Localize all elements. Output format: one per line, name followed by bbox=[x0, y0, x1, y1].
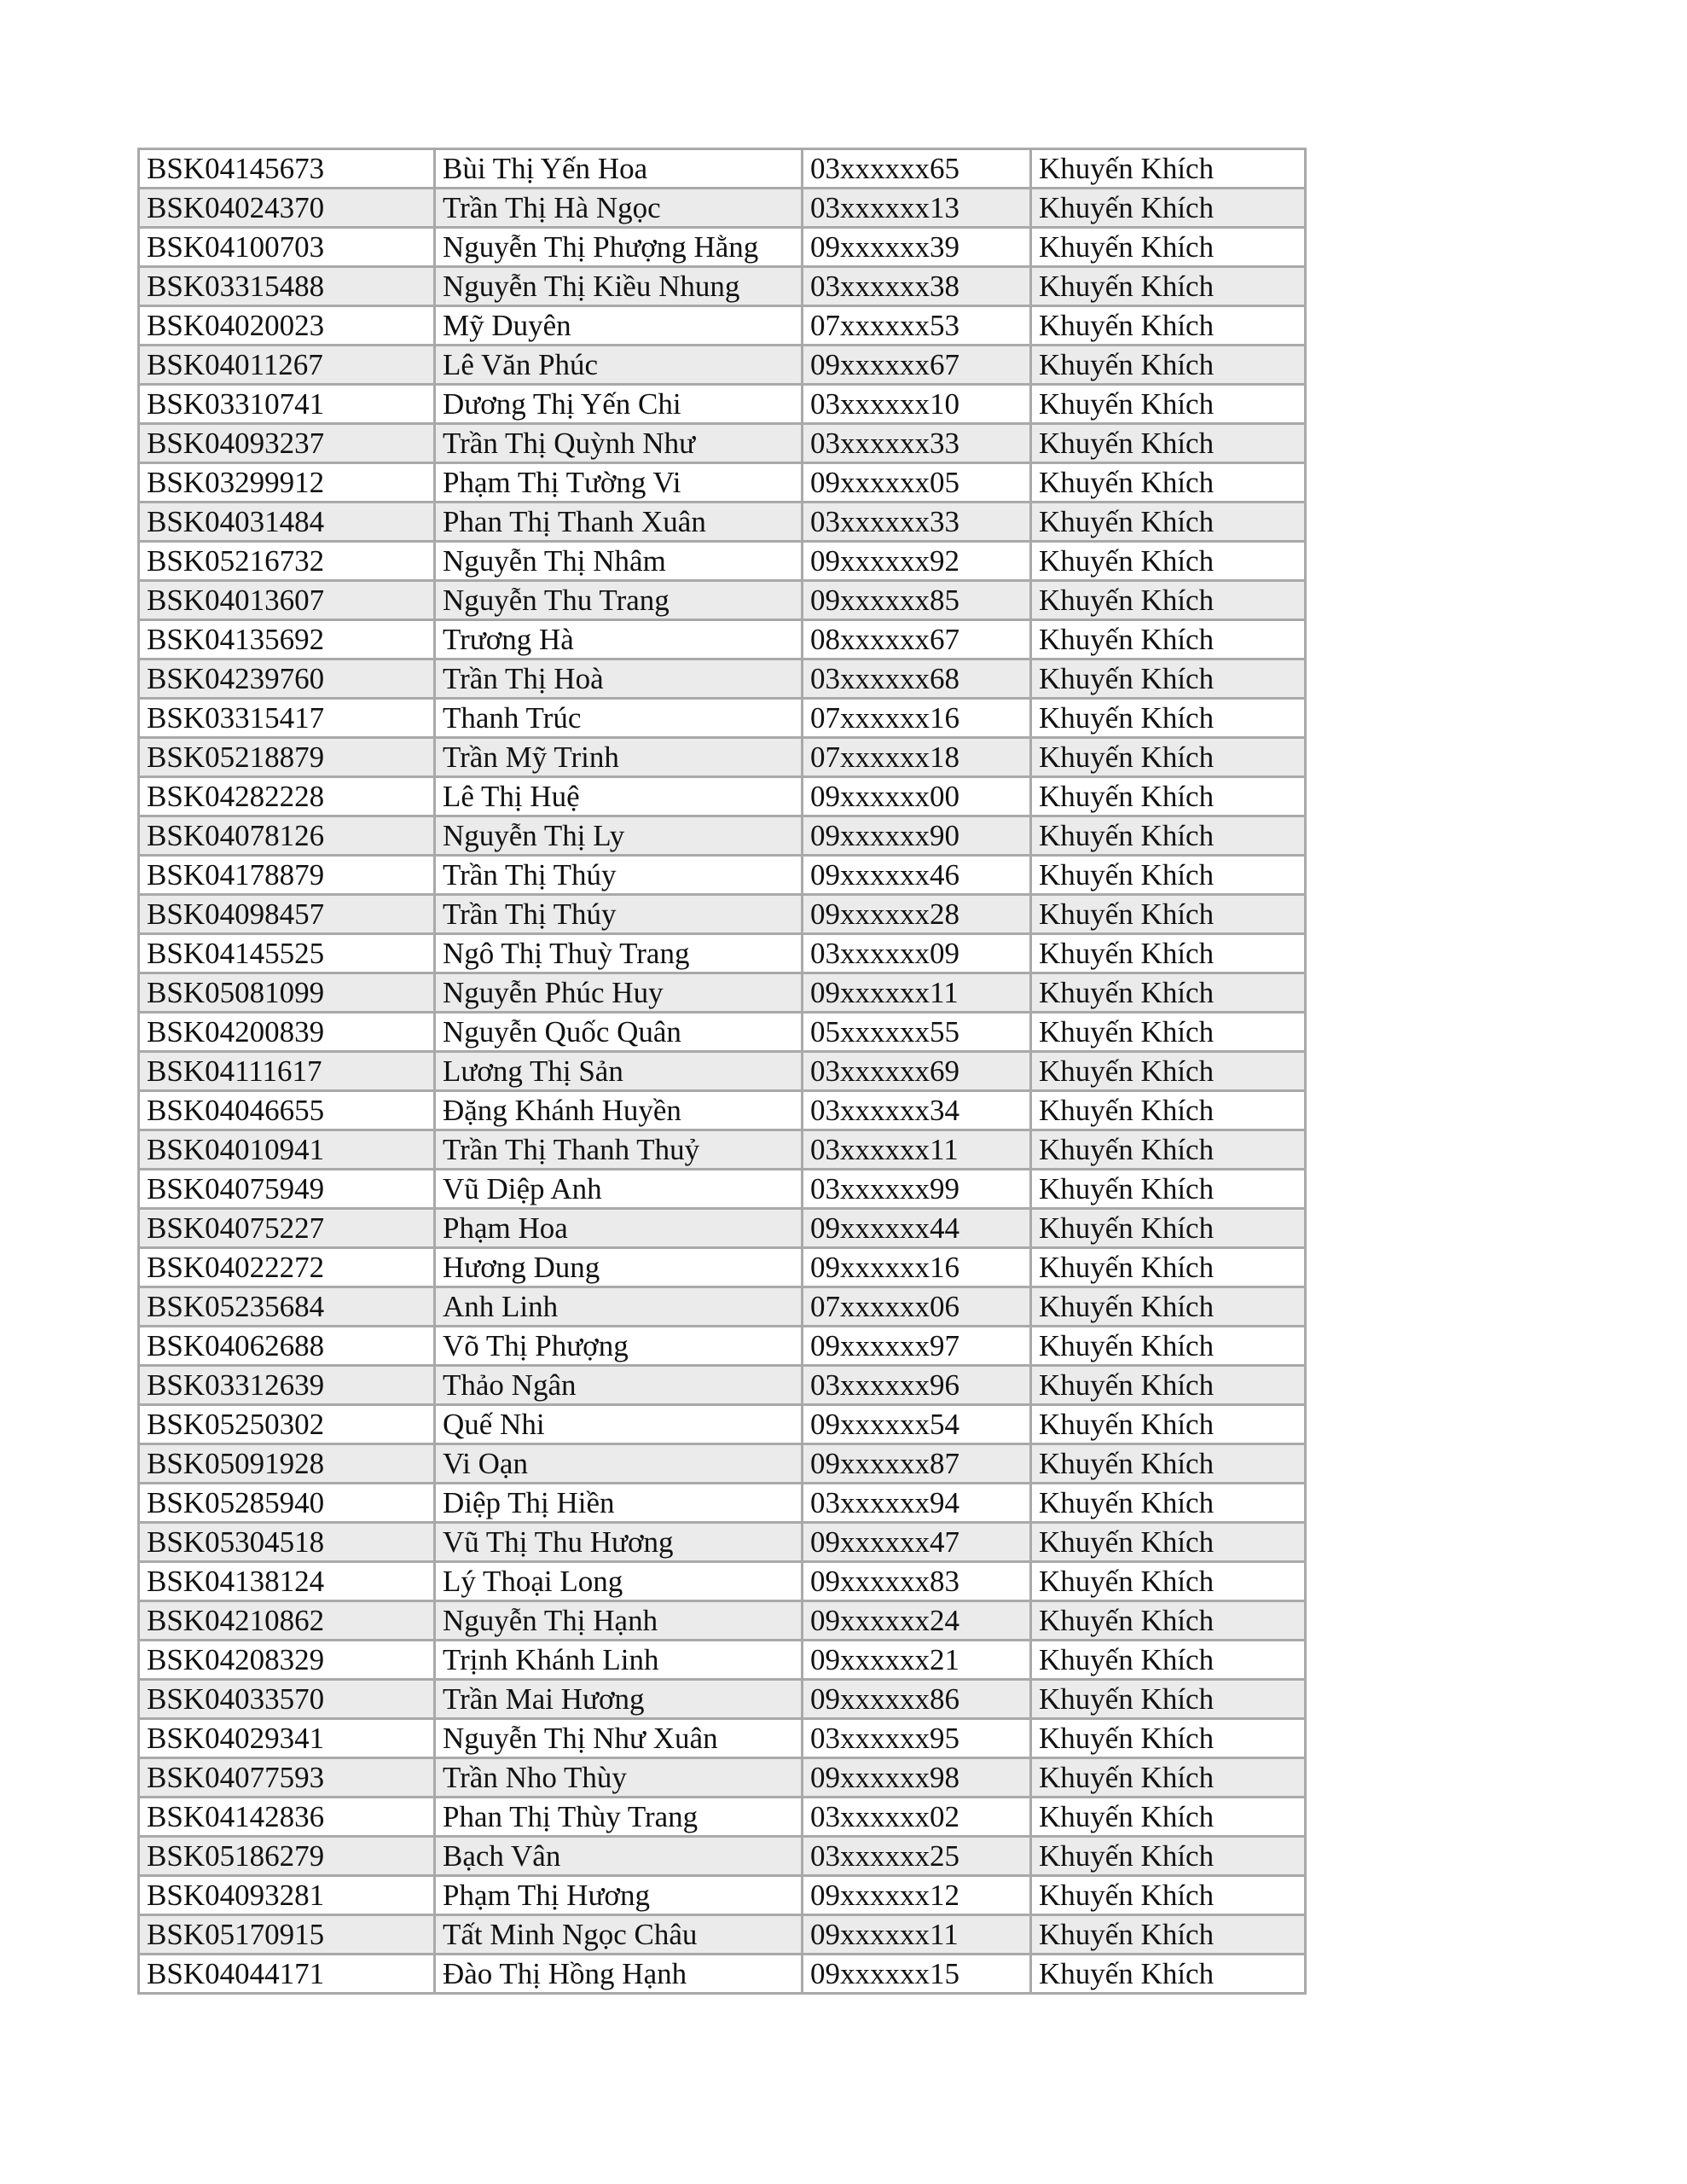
prize-cell: Khuyến Khích bbox=[1031, 1366, 1306, 1405]
name-cell: Bạch Vân bbox=[435, 1837, 803, 1876]
phone-cell: 07xxxxxx18 bbox=[803, 738, 1031, 777]
phone-cell: 03xxxxxx33 bbox=[803, 502, 1031, 542]
prize-cell: Khuyến Khích bbox=[1031, 346, 1306, 385]
prize-cell: Khuyến Khích bbox=[1031, 973, 1306, 1013]
code-cell: BSK04044171 bbox=[139, 1955, 435, 1994]
prize-cell: Khuyến Khích bbox=[1031, 1287, 1306, 1327]
phone-cell: 09xxxxxx00 bbox=[803, 777, 1031, 816]
name-cell: Lý Thoại Long bbox=[435, 1562, 803, 1601]
phone-cell: 09xxxxxx87 bbox=[803, 1444, 1031, 1484]
name-cell: Hương Dung bbox=[435, 1248, 803, 1287]
name-cell: Dương Thị Yến Chi bbox=[435, 385, 803, 424]
prize-cell: Khuyến Khích bbox=[1031, 659, 1306, 699]
prize-cell: Khuyến Khích bbox=[1031, 1641, 1306, 1680]
name-cell: Trần Thị Thanh Thuỷ bbox=[435, 1130, 803, 1170]
name-cell: Thanh Trúc bbox=[435, 699, 803, 738]
phone-cell: 09xxxxxx67 bbox=[803, 346, 1031, 385]
phone-cell: 03xxxxxx13 bbox=[803, 189, 1031, 228]
prize-cell: Khuyến Khích bbox=[1031, 1719, 1306, 1758]
prize-cell: Khuyến Khích bbox=[1031, 424, 1306, 463]
name-cell: Nguyễn Thu Trang bbox=[435, 581, 803, 620]
table-row bbox=[139, 267, 1306, 306]
prize-cell: Khuyến Khích bbox=[1031, 1130, 1306, 1170]
table-row bbox=[139, 1405, 1306, 1444]
code-cell: BSK04093281 bbox=[139, 1876, 435, 1915]
phone-cell: 08xxxxxx67 bbox=[803, 620, 1031, 659]
prize-cell: Khuyến Khích bbox=[1031, 1523, 1306, 1562]
phone-cell: 03xxxxxx33 bbox=[803, 424, 1031, 463]
table-row bbox=[139, 306, 1306, 346]
table-row bbox=[139, 1601, 1306, 1641]
prize-cell: Khuyến Khích bbox=[1031, 1484, 1306, 1523]
code-cell: BSK04208329 bbox=[139, 1641, 435, 1680]
code-cell: BSK04100703 bbox=[139, 228, 435, 267]
code-cell: BSK03315417 bbox=[139, 699, 435, 738]
table-row bbox=[139, 620, 1306, 659]
prize-cell: Khuyến Khích bbox=[1031, 1091, 1306, 1130]
name-cell: Nguyễn Phúc Huy bbox=[435, 973, 803, 1013]
name-cell: Vũ Diệp Anh bbox=[435, 1170, 803, 1209]
name-cell: Nguyễn Thị Như Xuân bbox=[435, 1719, 803, 1758]
prize-cell: Khuyến Khích bbox=[1031, 463, 1306, 502]
phone-cell: 09xxxxxx11 bbox=[803, 1915, 1031, 1955]
phone-cell: 09xxxxxx85 bbox=[803, 581, 1031, 620]
phone-cell: 09xxxxxx47 bbox=[803, 1523, 1031, 1562]
name-cell: Trần Nho Thùy bbox=[435, 1758, 803, 1798]
prize-cell: Khuyến Khích bbox=[1031, 1798, 1306, 1837]
name-cell: Nguyễn Thị Kiều Nhung bbox=[435, 267, 803, 306]
name-cell: Ngô Thị Thuỳ Trang bbox=[435, 934, 803, 973]
name-cell: Tất Minh Ngọc Châu bbox=[435, 1915, 803, 1955]
code-cell: BSK04075949 bbox=[139, 1170, 435, 1209]
name-cell: Trần Thị Thúy bbox=[435, 895, 803, 934]
phone-cell: 09xxxxxx54 bbox=[803, 1405, 1031, 1444]
code-cell: BSK04031484 bbox=[139, 502, 435, 542]
code-cell: BSK03315488 bbox=[139, 267, 435, 306]
prize-cell: Khuyến Khích bbox=[1031, 738, 1306, 777]
phone-cell: 09xxxxxx83 bbox=[803, 1562, 1031, 1601]
table-row bbox=[139, 1366, 1306, 1405]
name-cell: Lương Thị Sản bbox=[435, 1052, 803, 1091]
code-cell: BSK05250302 bbox=[139, 1405, 435, 1444]
code-cell: BSK04210862 bbox=[139, 1601, 435, 1641]
name-cell: Trần Thị Hà Ngọc bbox=[435, 189, 803, 228]
prize-cell: Khuyến Khích bbox=[1031, 385, 1306, 424]
table-row bbox=[139, 1758, 1306, 1798]
code-cell: BSK05304518 bbox=[139, 1523, 435, 1562]
prize-cell: Khuyến Khích bbox=[1031, 267, 1306, 306]
table-row bbox=[139, 934, 1306, 973]
code-cell: BSK04098457 bbox=[139, 895, 435, 934]
phone-cell: 09xxxxxx15 bbox=[803, 1955, 1031, 1994]
code-cell: BSK04178879 bbox=[139, 856, 435, 895]
phone-cell: 09xxxxxx92 bbox=[803, 542, 1031, 581]
table-row bbox=[139, 1327, 1306, 1366]
table-row bbox=[139, 1915, 1306, 1955]
name-cell: Phạm Thị Tường Vi bbox=[435, 463, 803, 502]
table-row bbox=[139, 738, 1306, 777]
code-cell: BSK04282228 bbox=[139, 777, 435, 816]
code-cell: BSK03299912 bbox=[139, 463, 435, 502]
table-row bbox=[139, 1562, 1306, 1601]
phone-cell: 09xxxxxx16 bbox=[803, 1248, 1031, 1287]
table-row bbox=[139, 502, 1306, 542]
prize-cell: Khuyến Khích bbox=[1031, 502, 1306, 542]
winners-table bbox=[137, 148, 1307, 1995]
prize-cell: Khuyến Khích bbox=[1031, 620, 1306, 659]
prize-cell: Khuyến Khích bbox=[1031, 1758, 1306, 1798]
code-cell: BSK04013607 bbox=[139, 581, 435, 620]
code-cell: BSK04135692 bbox=[139, 620, 435, 659]
phone-cell: 03xxxxxx34 bbox=[803, 1091, 1031, 1130]
prize-cell: Khuyến Khích bbox=[1031, 856, 1306, 895]
code-cell: BSK04024370 bbox=[139, 189, 435, 228]
prize-cell: Khuyến Khích bbox=[1031, 816, 1306, 856]
name-cell: Quế Nhi bbox=[435, 1405, 803, 1444]
table-row bbox=[139, 463, 1306, 502]
code-cell: BSK03310741 bbox=[139, 385, 435, 424]
phone-cell: 07xxxxxx06 bbox=[803, 1287, 1031, 1327]
prize-cell: Khuyến Khích bbox=[1031, 189, 1306, 228]
phone-cell: 09xxxxxx44 bbox=[803, 1209, 1031, 1248]
table-row bbox=[139, 699, 1306, 738]
code-cell: BSK04077593 bbox=[139, 1758, 435, 1798]
prize-cell: Khuyến Khích bbox=[1031, 1915, 1306, 1955]
table-row bbox=[139, 581, 1306, 620]
prize-cell: Khuyến Khích bbox=[1031, 699, 1306, 738]
phone-cell: 09xxxxxx11 bbox=[803, 973, 1031, 1013]
code-cell: BSK03312639 bbox=[139, 1366, 435, 1405]
table-row bbox=[139, 1641, 1306, 1680]
prize-cell: Khuyến Khích bbox=[1031, 777, 1306, 816]
table-row bbox=[139, 1287, 1306, 1327]
name-cell: Vi Oạn bbox=[435, 1444, 803, 1484]
code-cell: BSK04111617 bbox=[139, 1052, 435, 1091]
phone-cell: 03xxxxxx65 bbox=[803, 149, 1031, 189]
prize-cell: Khuyến Khích bbox=[1031, 1248, 1306, 1287]
prize-cell: Khuyến Khích bbox=[1031, 1876, 1306, 1915]
table-row bbox=[139, 1091, 1306, 1130]
name-cell: Phạm Hoa bbox=[435, 1209, 803, 1248]
name-cell: Trần Thị Quỳnh Như bbox=[435, 424, 803, 463]
phone-cell: 03xxxxxx95 bbox=[803, 1719, 1031, 1758]
table-body bbox=[139, 149, 1306, 1994]
phone-cell: 09xxxxxx97 bbox=[803, 1327, 1031, 1366]
name-cell: Nguyễn Thị Phượng Hằng bbox=[435, 228, 803, 267]
prize-cell: Khuyến Khích bbox=[1031, 149, 1306, 189]
prize-cell: Khuyến Khích bbox=[1031, 934, 1306, 973]
code-cell: BSK05235684 bbox=[139, 1287, 435, 1327]
table-row bbox=[139, 1052, 1306, 1091]
prize-cell: Khuyến Khích bbox=[1031, 1013, 1306, 1052]
table-row bbox=[139, 385, 1306, 424]
name-cell: Phan Thị Thùy Trang bbox=[435, 1798, 803, 1837]
phone-cell: 09xxxxxx98 bbox=[803, 1758, 1031, 1798]
code-cell: BSK04093237 bbox=[139, 424, 435, 463]
code-cell: BSK04062688 bbox=[139, 1327, 435, 1366]
name-cell: Diệp Thị Hiền bbox=[435, 1484, 803, 1523]
table-row bbox=[139, 659, 1306, 699]
phone-cell: 03xxxxxx94 bbox=[803, 1484, 1031, 1523]
name-cell: Thảo Ngân bbox=[435, 1366, 803, 1405]
prize-cell: Khuyến Khích bbox=[1031, 581, 1306, 620]
code-cell: BSK04029341 bbox=[139, 1719, 435, 1758]
table-row bbox=[139, 1130, 1306, 1170]
name-cell: Trịnh Khánh Linh bbox=[435, 1641, 803, 1680]
table-row bbox=[139, 1013, 1306, 1052]
table-row bbox=[139, 1719, 1306, 1758]
name-cell: Nguyễn Thị Ly bbox=[435, 816, 803, 856]
phone-cell: 03xxxxxx38 bbox=[803, 267, 1031, 306]
table-row bbox=[139, 1209, 1306, 1248]
prize-cell: Khuyến Khích bbox=[1031, 1680, 1306, 1719]
name-cell: Nguyễn Quốc Quân bbox=[435, 1013, 803, 1052]
phone-cell: 03xxxxxx09 bbox=[803, 934, 1031, 973]
phone-cell: 03xxxxxx99 bbox=[803, 1170, 1031, 1209]
phone-cell: 09xxxxxx46 bbox=[803, 856, 1031, 895]
phone-cell: 03xxxxxx96 bbox=[803, 1366, 1031, 1405]
phone-cell: 09xxxxxx39 bbox=[803, 228, 1031, 267]
code-cell: BSK04239760 bbox=[139, 659, 435, 699]
name-cell: Trần Mai Hương bbox=[435, 1680, 803, 1719]
code-cell: BSK04138124 bbox=[139, 1562, 435, 1601]
name-cell: Đào Thị Hồng Hạnh bbox=[435, 1955, 803, 1994]
name-cell: Phạm Thị Hương bbox=[435, 1876, 803, 1915]
table-row bbox=[139, 189, 1306, 228]
name-cell: Lê Văn Phúc bbox=[435, 346, 803, 385]
code-cell: BSK04145525 bbox=[139, 934, 435, 973]
table-row bbox=[139, 1837, 1306, 1876]
phone-cell: 07xxxxxx16 bbox=[803, 699, 1031, 738]
code-cell: BSK04145673 bbox=[139, 149, 435, 189]
phone-cell: 09xxxxxx86 bbox=[803, 1680, 1031, 1719]
name-cell: Nguyễn Thị Nhâm bbox=[435, 542, 803, 581]
phone-cell: 03xxxxxx69 bbox=[803, 1052, 1031, 1091]
phone-cell: 09xxxxxx12 bbox=[803, 1876, 1031, 1915]
phone-cell: 03xxxxxx68 bbox=[803, 659, 1031, 699]
phone-cell: 09xxxxxx28 bbox=[803, 895, 1031, 934]
name-cell: Trần Thị Hoà bbox=[435, 659, 803, 699]
phone-cell: 03xxxxxx02 bbox=[803, 1798, 1031, 1837]
phone-cell: 05xxxxxx55 bbox=[803, 1013, 1031, 1052]
name-cell: Lê Thị Huệ bbox=[435, 777, 803, 816]
name-cell: Anh Linh bbox=[435, 1287, 803, 1327]
name-cell: Phan Thị Thanh Xuân bbox=[435, 502, 803, 542]
table-row bbox=[139, 1248, 1306, 1287]
code-cell: BSK05081099 bbox=[139, 973, 435, 1013]
prize-cell: Khuyến Khích bbox=[1031, 1052, 1306, 1091]
code-cell: BSK05218879 bbox=[139, 738, 435, 777]
table-row bbox=[139, 1798, 1306, 1837]
prize-cell: Khuyến Khích bbox=[1031, 1327, 1306, 1366]
table-row bbox=[139, 1955, 1306, 1994]
table-row bbox=[139, 1444, 1306, 1484]
prize-cell: Khuyến Khích bbox=[1031, 306, 1306, 346]
code-cell: BSK04075227 bbox=[139, 1209, 435, 1248]
code-cell: BSK05170915 bbox=[139, 1915, 435, 1955]
prize-cell: Khuyến Khích bbox=[1031, 1209, 1306, 1248]
prize-cell: Khuyến Khích bbox=[1031, 895, 1306, 934]
table-row bbox=[139, 1170, 1306, 1209]
prize-cell: Khuyến Khích bbox=[1031, 1444, 1306, 1484]
phone-cell: 09xxxxxx24 bbox=[803, 1601, 1031, 1641]
name-cell: Mỹ Duyên bbox=[435, 306, 803, 346]
table-row bbox=[139, 1523, 1306, 1562]
name-cell: Đặng Khánh Huyền bbox=[435, 1091, 803, 1130]
code-cell: BSK04011267 bbox=[139, 346, 435, 385]
phone-cell: 03xxxxxx25 bbox=[803, 1837, 1031, 1876]
table-row bbox=[139, 542, 1306, 581]
table-row bbox=[139, 424, 1306, 463]
code-cell: BSK05186279 bbox=[139, 1837, 435, 1876]
prize-cell: Khuyến Khích bbox=[1031, 1601, 1306, 1641]
prize-cell: Khuyến Khích bbox=[1031, 1562, 1306, 1601]
code-cell: BSK05285940 bbox=[139, 1484, 435, 1523]
name-cell: Bùi Thị Yến Hoa bbox=[435, 149, 803, 189]
code-cell: BSK04200839 bbox=[139, 1013, 435, 1052]
phone-cell: 09xxxxxx90 bbox=[803, 816, 1031, 856]
table-row bbox=[139, 228, 1306, 267]
phone-cell: 03xxxxxx11 bbox=[803, 1130, 1031, 1170]
table-row bbox=[139, 1484, 1306, 1523]
name-cell: Võ Thị Phượng bbox=[435, 1327, 803, 1366]
table-row bbox=[139, 1680, 1306, 1719]
table-row bbox=[139, 895, 1306, 934]
phone-cell: 03xxxxxx10 bbox=[803, 385, 1031, 424]
code-cell: BSK04020023 bbox=[139, 306, 435, 346]
table-row bbox=[139, 973, 1306, 1013]
phone-cell: 07xxxxxx53 bbox=[803, 306, 1031, 346]
prize-cell: Khuyến Khích bbox=[1031, 1837, 1306, 1876]
name-cell: Trần Mỹ Trinh bbox=[435, 738, 803, 777]
table-row bbox=[139, 777, 1306, 816]
code-cell: BSK04142836 bbox=[139, 1798, 435, 1837]
table-row bbox=[139, 346, 1306, 385]
name-cell: Nguyễn Thị Hạnh bbox=[435, 1601, 803, 1641]
name-cell: Trương Hà bbox=[435, 620, 803, 659]
phone-cell: 09xxxxxx21 bbox=[803, 1641, 1031, 1680]
name-cell: Vũ Thị Thu Hương bbox=[435, 1523, 803, 1562]
code-cell: BSK04078126 bbox=[139, 816, 435, 856]
prize-cell: Khuyến Khích bbox=[1031, 542, 1306, 581]
prize-cell: Khuyến Khích bbox=[1031, 1955, 1306, 1994]
prize-cell: Khuyến Khích bbox=[1031, 228, 1306, 267]
prize-cell: Khuyến Khích bbox=[1031, 1405, 1306, 1444]
code-cell: BSK05216732 bbox=[139, 542, 435, 581]
code-cell: BSK05091928 bbox=[139, 1444, 435, 1484]
table-row bbox=[139, 816, 1306, 856]
phone-cell: 09xxxxxx05 bbox=[803, 463, 1031, 502]
table-row bbox=[139, 149, 1306, 189]
prize-cell: Khuyến Khích bbox=[1031, 1170, 1306, 1209]
name-cell: Trần Thị Thúy bbox=[435, 856, 803, 895]
code-cell: BSK04033570 bbox=[139, 1680, 435, 1719]
table-row bbox=[139, 1876, 1306, 1915]
code-cell: BSK04046655 bbox=[139, 1091, 435, 1130]
table-row bbox=[139, 856, 1306, 895]
code-cell: BSK04022272 bbox=[139, 1248, 435, 1287]
code-cell: BSK04010941 bbox=[139, 1130, 435, 1170]
